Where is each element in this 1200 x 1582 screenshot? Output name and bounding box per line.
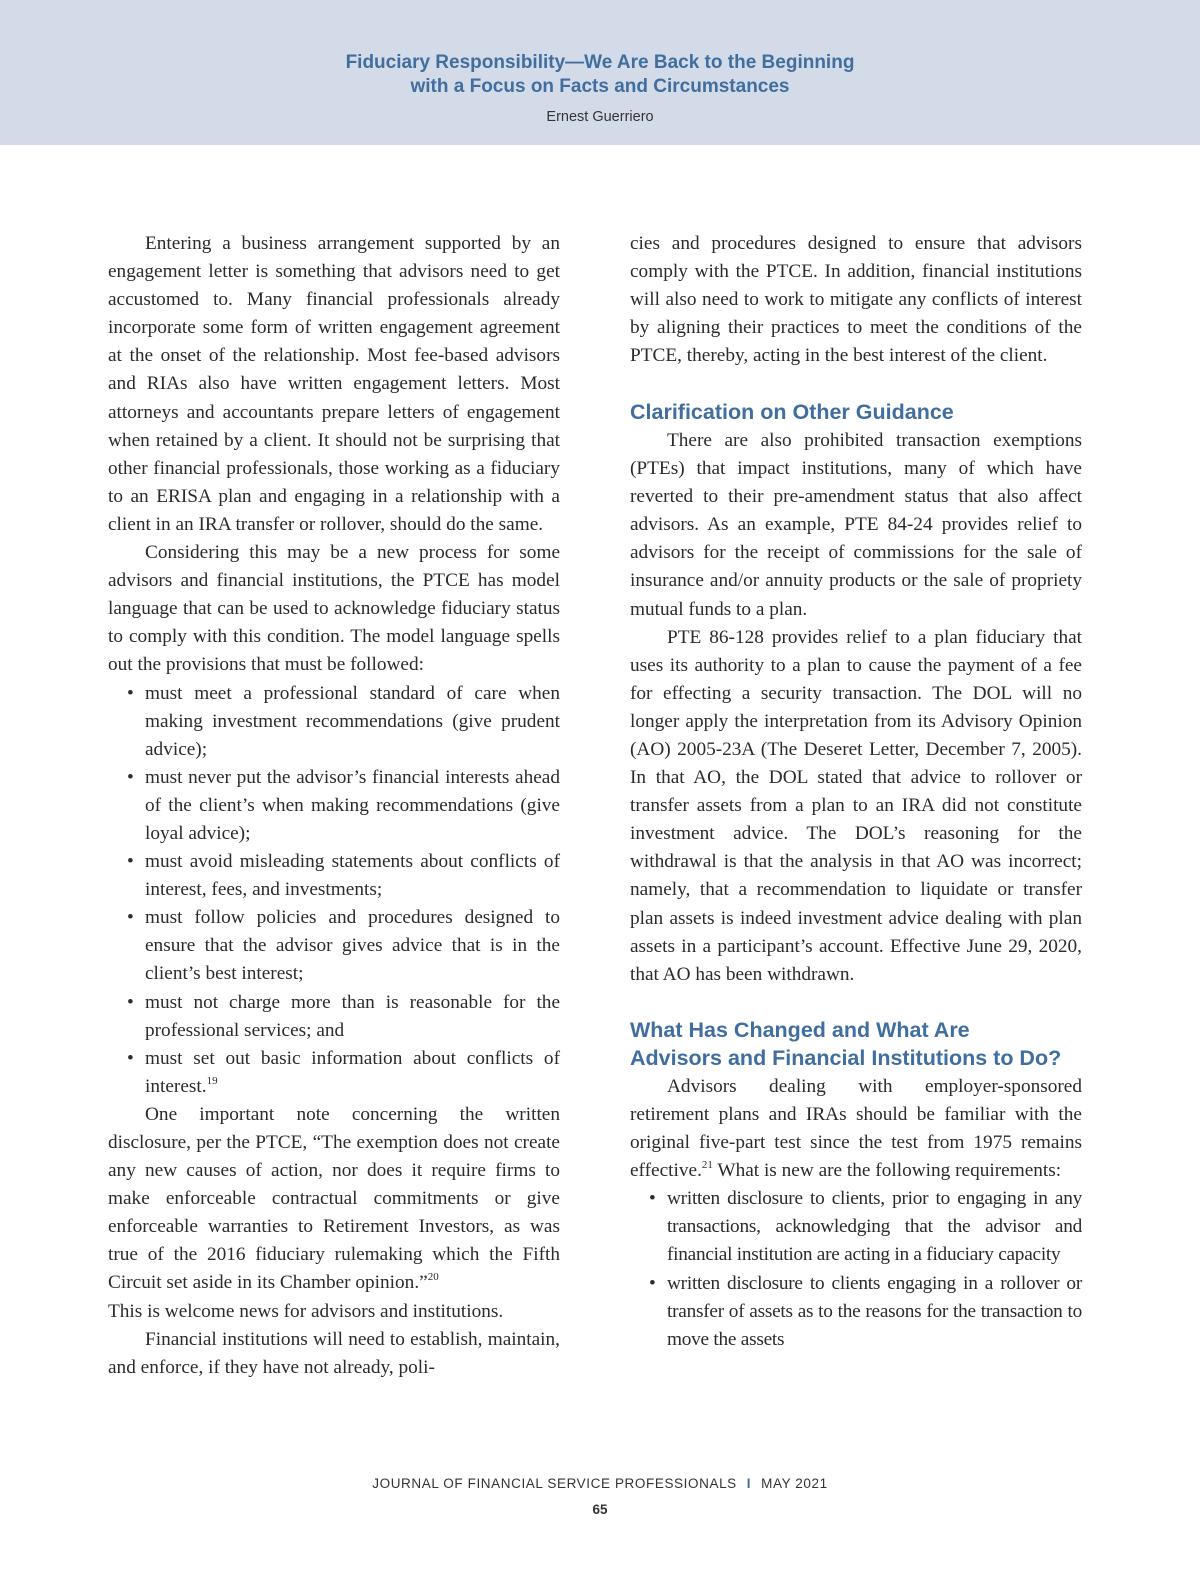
footnote-ref-20: 20 [427,1271,439,1284]
section1-paragraph-2: PTE 86-128 provides relief to a plan fiduciary that uses its authority to a plan to cause the payment of a fee for effecting a security transaction. The DOL will no longer apply the interpretation from its Advisory Opinion (AO) 2005-23A (The Deseret Letter, December 7, 2005). In that AO, the DOL stated that advice to rollover or transfer assets from a plan to an IRA did not constitute investment advice. The DOL’s reasoning for the withdrawal is that the analysis in that AO was incorrect; namely, that a recommendation to liquidate or transfer plan assets is indeed investment advice dealing with plan assets in a participant’s account. Effective June 29, 2020, that AO has been withdrawn. [630,626,1082,985]
list-item: • must not charge more than is reasonable for the professional services; and [108,989,560,1045]
list-item: • must never put the advisor’s financial interests ahead of the client’s when making recommendations (give loyal advice); [108,764,560,848]
list-item: • must avoid misleading statements about conflicts of interest, fees, and investments; [108,848,560,904]
bullet-icon: • [127,991,134,1013]
list-item: • must follow policies and procedures designed to ensure that the advisor gives advice that is in the client’s best interest; [108,904,560,988]
right-column [630,230,1082,1354]
bullet-icon: • [649,1272,656,1294]
left-paragraph-4: Financial institutions will need to establish, maintain, and enforce, if they have not already, poli- [108,1328,560,1378]
section2-paragraph-1: Advisors dealing with employer-sponsored retirement plans and IRAs should be familiar with the original five-part test since the test from 1975 remains effective.$^{21}$ What is new are the following requirements: [630,1075,1082,1182]
journal-name: JOURNAL OF FINANCIAL SERVICE PROFESSIONALS [372,1476,737,1491]
left-paragraph-1: Entering a business arrangement supported by an engagement letter is something that advisors need to get accustomed to. Many financial professionals already incorporate some form of written engagement agreement at the onset of the relationship. Most fee-based advisors and RIAs also have written engagement letters. Most attorneys and accountants prepare letters of engagement when retained by a client. It should not be surprising that other financial professionals, those working as a fiduciary to an ERISA plan and engaging in a relationship with a client in an IRA transfer or rollover, should do the same. [108,233,560,535]
section1-paragraph-1: There are also prohibited transaction exemptions (PTEs) that impact institutions, many of which have reverted to their pre-amendment status that also affect advisors. As an example, PTE 84-24 provides relief to advisors for the receipt of commissions for the sale of insurance and/or annuity products or the sale of propriety mutual funds to a plan. [630,429,1082,620]
bullet-icon: • [649,1188,656,1210]
footer-separator: I [746,1476,752,1491]
section-heading-what-has-changed: What Has Changed and What Are Advisors and Financial Institutions to Do? [630,1017,1062,1071]
bullet-icon: • [127,907,134,929]
right-paragraph-continued: cies and procedures designed to ensure that advisors comply with the PTCE. In addition, financial institutions will also need to work to mitigate any conflicts of interest by aligning their practices to meet the conditions of the PTCE, thereby, acting in the best interest of the client. [630,233,1082,367]
left-column [108,230,560,1382]
journal-footer [0,1475,1200,1493]
footnote-ref-21: 21 [701,1159,713,1172]
section-heading-other-guidance: Clarification on Other Guidance [630,400,954,425]
article-title-line-1: Fiduciary Responsibility—We Are Back to the Beginning [345,52,855,73]
bullet-icon: • [127,1047,134,1069]
list-item: • written disclosure to clients engaging in a rollover or transfer of assets as to the reasons for the transaction to move the assets [630,1270,1082,1354]
article-title-line-2: with a Focus on Facts and Circumstances [410,76,790,97]
bullet-icon: • [127,766,134,788]
article-title [0,51,1200,99]
bullet-icon: • [127,682,134,704]
fiduciary-provisions-list [108,680,560,1101]
footnote-ref-19: 19 [206,1074,218,1087]
page-number: 65 [592,1502,608,1517]
bullet-icon: • [127,851,134,873]
list-item: • must set out basic information about conflicts of interest.$^{19}$ [108,1045,560,1101]
left-paragraph-2: Considering this may be a new process for some advisors and financial institutions, the PTCE has model language that can be used to acknowledge fiduciary status to comply with this condition. The model language spells out the provisions that must be followed: [108,542,560,676]
left-paragraph-3: One important note concerning the written disclosure, per the PTCE, “The exemption does not create any new causes of action, nor does it require firms to make enforceable contractual commitments or give enforceable warranties to Retirement Investors, as was true of the 2016 fiduciary rulemaking which the Fifth Circuit set aside in its Chamber opinion.”$^{20}$ This is welcome news for advisors and institutions. [108,1103,560,1322]
author-name: Ernest Guerriero [546,109,654,125]
new-requirements-list [630,1185,1082,1354]
list-item: • written disclosure to clients, prior to engaging in any transactions, acknowledging that the advisor and financial institution are acting in a fiduciary capacity [630,1185,1082,1269]
issue-date: MAY 2021 [761,1476,828,1491]
list-item: • must meet a professional standard of care when making investment recommendations (give prudent advice); [108,680,560,764]
